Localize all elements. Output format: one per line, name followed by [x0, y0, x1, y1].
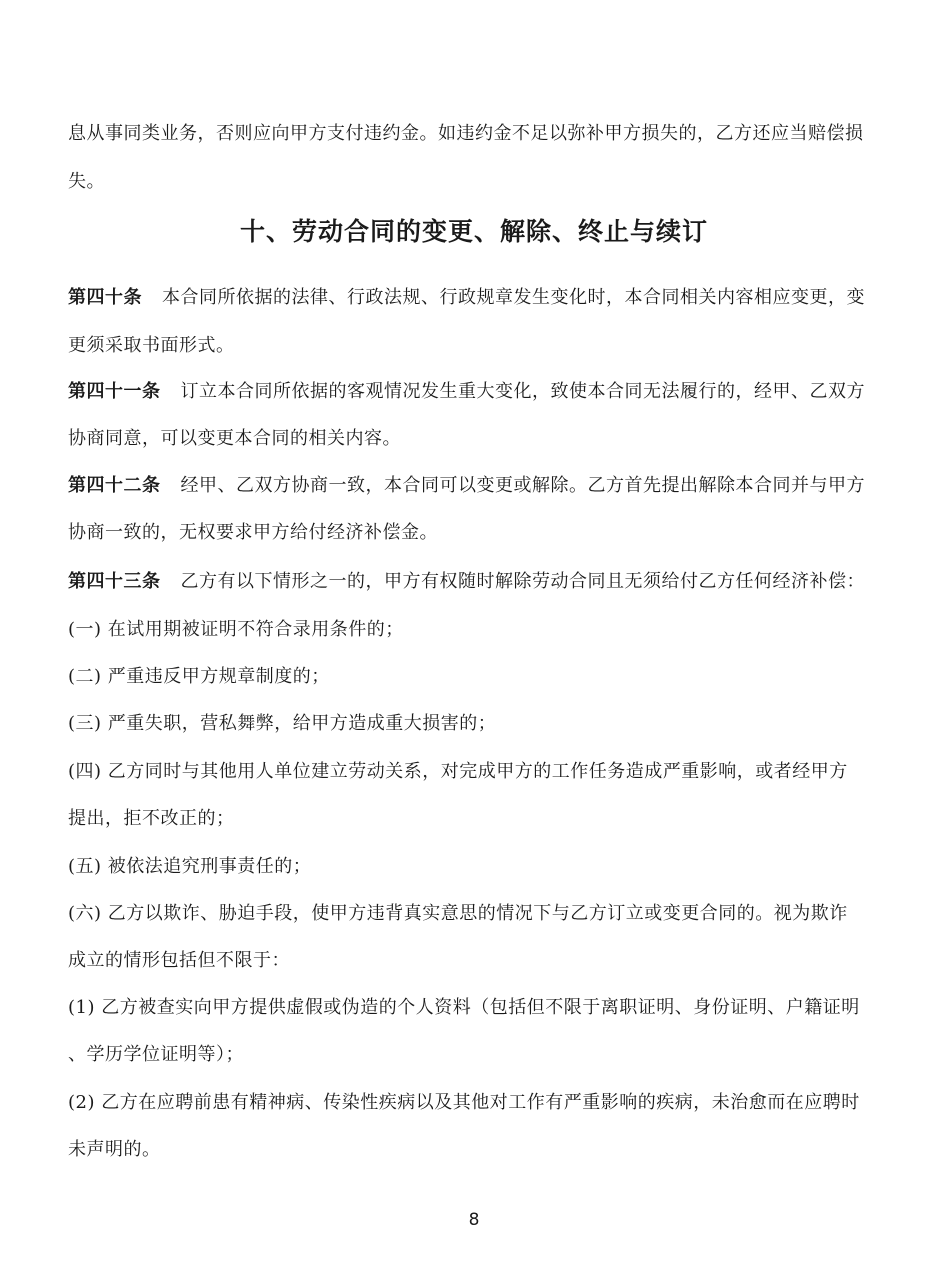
paragraph-line: 协商一致的，无权要求甲方给付经济补偿金。: [68, 522, 438, 543]
list-item: (五) 被依法追究刑事责任的；: [68, 856, 312, 877]
list-item-continuation: 提出，拒不改正的；: [68, 808, 235, 829]
article-41: [68, 380, 865, 404]
article-label: 第四十二条: [68, 475, 161, 496]
article-43: [68, 570, 865, 594]
paragraph-line: 协商同意，可以变更本合同的相关内容。: [68, 428, 401, 449]
list-item-continuation: 成立的情形包括但不限于：: [68, 950, 290, 971]
article-label: 第四十一条: [68, 381, 161, 402]
section-title: 十、劳动合同的变更、解除、终止与续订: [239, 217, 708, 246]
list-item: (六) 乙方以欺诈、胁迫手段，使甲方违背真实意思的情况下与乙方订立或变更合同的。视为欺诈: [68, 903, 848, 924]
article-text: 经甲、乙双方协商一致，本合同可以变更或解除。乙方首先提出解除本合同并与甲方: [180, 475, 865, 496]
article-text: 订立本合同所依据的客观情况发生重大变化，致使本合同无法履行的，经甲、乙双方: [180, 381, 865, 402]
article-42: [68, 474, 865, 498]
list-item: (一) 在试用期被证明不符合录用条件的；: [68, 619, 404, 640]
article-text: 乙方有以下情形之一的，甲方有权随时解除劳动合同且无须给付乙方任何经济补偿：: [180, 571, 865, 592]
sub-list-item-continuation: 未声明的。: [68, 1139, 161, 1160]
page-number: 8: [468, 1210, 480, 1230]
list-item: (二) 严重违反甲方规章制度的；: [68, 666, 330, 687]
article-label: 第四十条: [68, 287, 142, 308]
article-40: [68, 286, 865, 310]
list-item: (四) 乙方同时与其他用人单位建立劳动关系，对完成甲方的工作任务造成严重影响，或者经甲方: [68, 761, 848, 782]
paragraph-line: 失。: [68, 171, 105, 192]
sub-list-item: (2) 乙方在应聘前患有精神病、传染性疾病以及其他对工作有严重影响的疾病，未治愈而在应聘时: [68, 1092, 860, 1113]
sub-list-item-continuation: 、学历学位证明等）；: [68, 1044, 244, 1065]
article-text: 本合同所依据的法律、行政法规、行政规章发生变化时，本合同相关内容相应变更，变: [162, 287, 865, 308]
sub-list-item: (1) 乙方被查实向甲方提供虚假或伪造的个人资料（包括但不限于离职证明、身份证明、户籍证明: [68, 997, 860, 1018]
list-item: (三) 严重失职，营私舞弊，给甲方造成重大损害的；: [68, 713, 497, 734]
paragraph-line: 息从事同类业务，否则应向甲方支付违约金。如违约金不足以弥补甲方损失的，乙方还应当赔偿损: [68, 123, 864, 144]
article-label: 第四十三条: [68, 571, 161, 592]
paragraph-line: 更须采取书面形式。: [68, 335, 235, 356]
